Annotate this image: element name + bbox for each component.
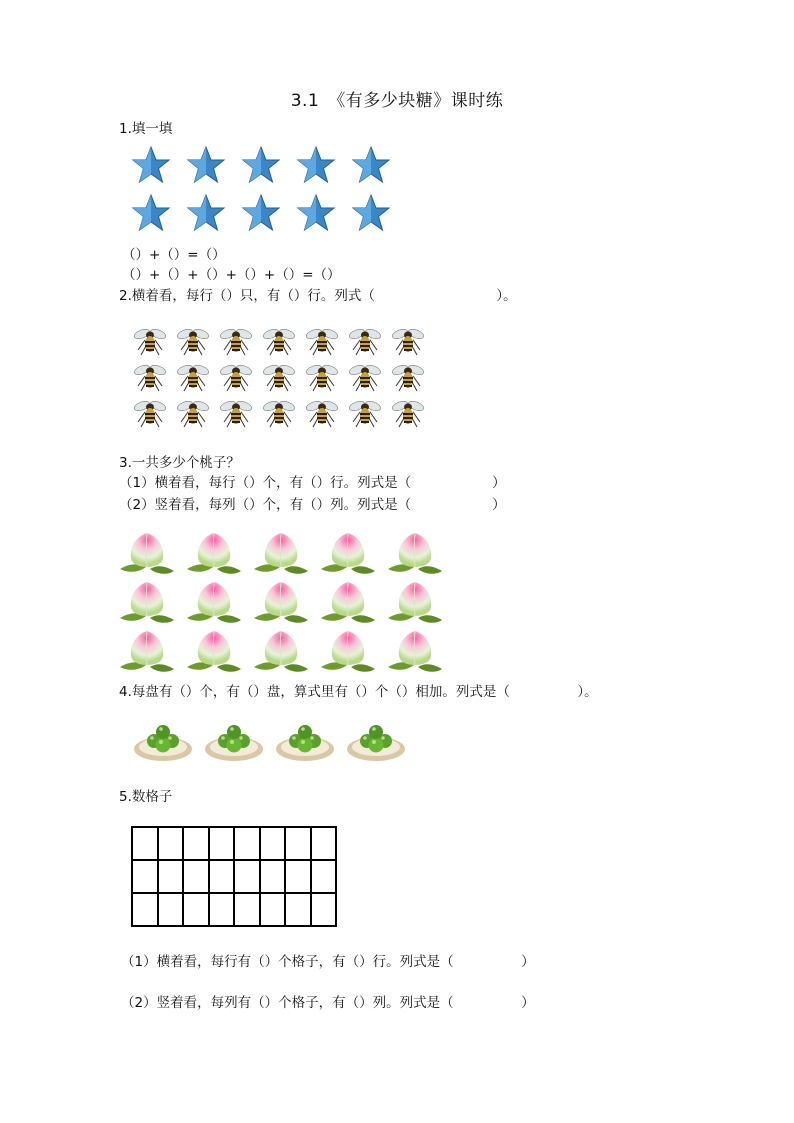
page-title: 3.1 《有多少块糖》课时练	[290, 91, 504, 111]
bee-icon	[128, 324, 171, 358]
grid-cell	[183, 860, 209, 893]
bee-icon	[214, 360, 257, 394]
grid-cell	[183, 893, 209, 926]
q5-heading: 5.数格子	[119, 789, 173, 805]
apple-plate-icon	[127, 714, 198, 764]
peach-icon	[114, 528, 180, 576]
q3-line-1: （1）横着看，每行（）个，有（）行。列式是（ ）	[119, 475, 506, 491]
bee-icon	[214, 396, 257, 430]
grid-cell	[285, 860, 311, 893]
bee-icon	[300, 396, 343, 430]
bee-icon	[343, 360, 386, 394]
grid-cell	[158, 827, 184, 860]
bee-icon	[386, 396, 429, 430]
peach-icon	[315, 528, 381, 576]
star-icon	[124, 145, 178, 185]
grid-cell	[260, 827, 286, 860]
grid-cell	[158, 860, 184, 893]
peach-icon	[181, 626, 247, 674]
peach-icon	[181, 577, 247, 625]
grid-cell	[183, 827, 209, 860]
grid-cell	[311, 827, 337, 860]
bee-icon	[128, 396, 171, 430]
q5-line-2: （2）竖着看，每列有（）个格子，有（）列。列式是（ ）	[121, 995, 535, 1011]
peach-icon	[248, 577, 314, 625]
peach-icon	[382, 528, 448, 576]
grid-cell	[234, 827, 260, 860]
peach-icon	[248, 528, 314, 576]
star-icon	[289, 193, 343, 233]
counting-grid	[131, 826, 337, 927]
bee-icon	[128, 360, 171, 394]
grid-cell	[234, 860, 260, 893]
apple-plate-icon	[269, 714, 340, 764]
peach-icon	[114, 626, 180, 674]
peach-icon	[181, 528, 247, 576]
bee-icon	[171, 324, 214, 358]
peach-icon	[315, 577, 381, 625]
star-icon	[344, 193, 398, 233]
star-icon	[234, 193, 288, 233]
q3-heading: 3.一共多少个桃子？	[119, 455, 240, 471]
bee-icon	[171, 360, 214, 394]
star-icon	[234, 145, 288, 185]
bee-icon	[171, 396, 214, 430]
bee-icon	[386, 360, 429, 394]
apple-plate-icon	[340, 714, 411, 764]
q1-equation-2: （）+（）+（）+（）+（）=（）	[122, 267, 341, 283]
grid-cell	[158, 893, 184, 926]
q2-heading: 2.横着看，每行（）只，有（）行。列式（ ）。	[119, 288, 517, 304]
bee-icon	[300, 360, 343, 394]
q1-equation-1: （）+（）=（）	[122, 247, 226, 263]
grid-cell	[234, 893, 260, 926]
star-icon	[179, 145, 233, 185]
grid-cell	[260, 893, 286, 926]
bee-icon	[386, 324, 429, 358]
bee-icon	[257, 360, 300, 394]
bee-icon	[214, 324, 257, 358]
bee-icon	[300, 324, 343, 358]
apple-plate-icon	[198, 714, 269, 764]
grid-cell	[132, 827, 158, 860]
q3-line-2: （2）竖着看，每列（）个，有（）列。列式是（ ）	[119, 497, 506, 513]
grid-cell	[311, 860, 337, 893]
grid-cell	[132, 893, 158, 926]
q4-heading: 4.每盘有（）个，有（）盘，算式里有（）个（）相加。列式是（ ）。	[119, 684, 598, 700]
peach-icon	[382, 577, 448, 625]
bee-icon	[257, 396, 300, 430]
grid-cell	[260, 860, 286, 893]
bee-icon	[343, 324, 386, 358]
star-icon	[179, 193, 233, 233]
star-icon	[124, 193, 178, 233]
peach-icon	[315, 626, 381, 674]
star-icon	[289, 145, 343, 185]
grid-cell	[209, 893, 235, 926]
bee-icon	[343, 396, 386, 430]
grid-cell	[285, 893, 311, 926]
q1-heading: 1.填一填	[119, 121, 173, 137]
peach-icon	[248, 626, 314, 674]
grid-cell	[285, 827, 311, 860]
star-icon	[344, 145, 398, 185]
q5-line-1: （1）横着看，每行有（）个格子，有（）行。列式是（ ）	[121, 954, 535, 970]
grid-cell	[209, 860, 235, 893]
grid-cell	[209, 827, 235, 860]
grid-cell	[311, 893, 337, 926]
bee-icon	[257, 324, 300, 358]
peach-icon	[114, 577, 180, 625]
grid-cell	[132, 860, 158, 893]
peach-icon	[382, 626, 448, 674]
